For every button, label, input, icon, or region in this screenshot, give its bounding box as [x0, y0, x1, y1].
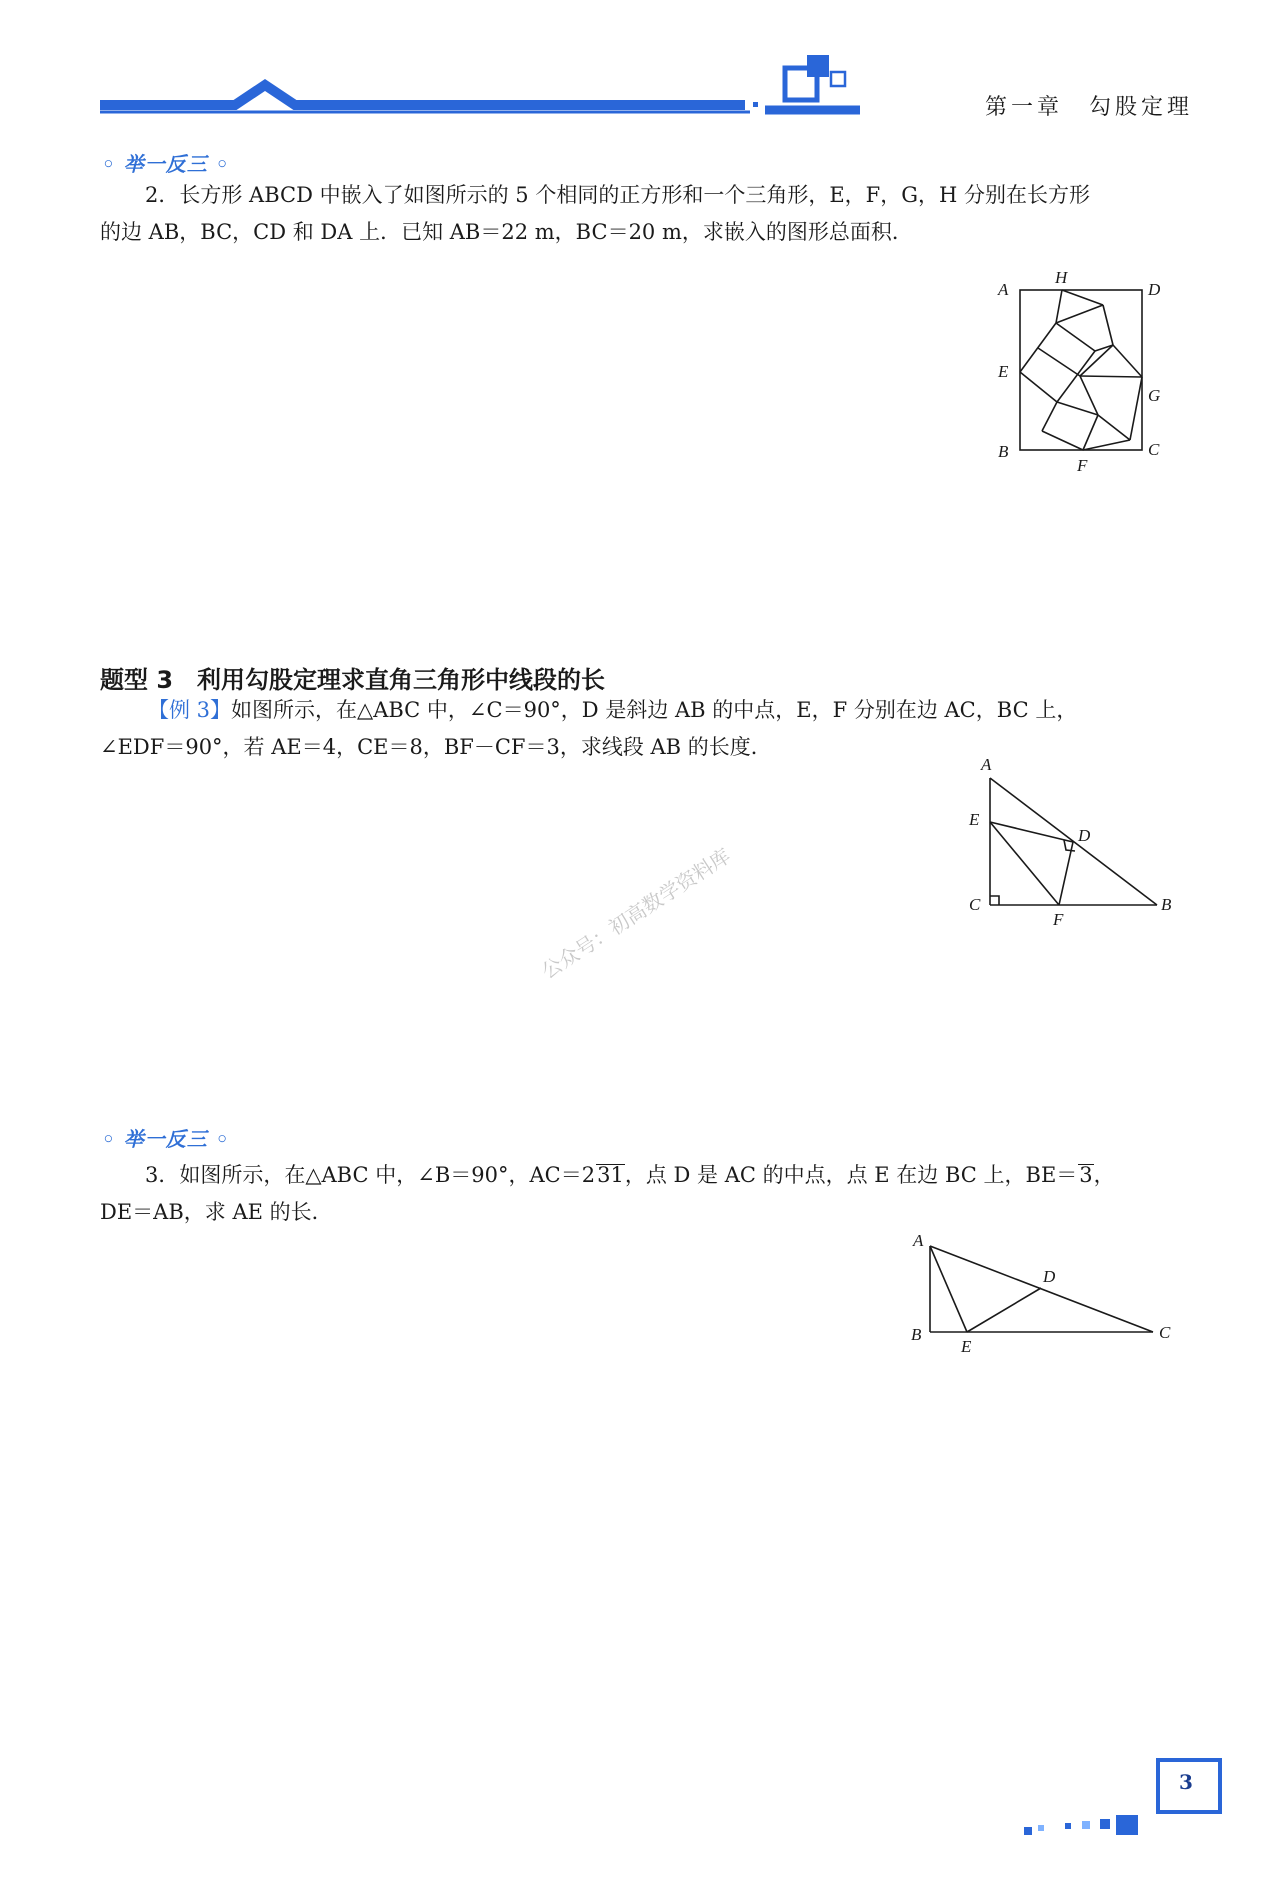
- sqrt-31: 31: [597, 1163, 624, 1187]
- problem3-figure: [905, 1228, 1185, 1358]
- embedded-squares: [1020, 290, 1142, 450]
- example3-text1: 如图所示，在△ABC 中，∠C＝90°，D 是斜边 AB 的中点，E，F 分别在边 AC，BC 上，: [231, 698, 1078, 722]
- label-D: D: [1078, 826, 1091, 845]
- example3-figure: [955, 750, 1180, 935]
- problem2-line1: 2．长方形 ABCD 中嵌入了如图所示的 5 个相同的正方形和一个三角形，E，F，G，H 分别在长方形: [145, 183, 1090, 207]
- label-F: F: [1053, 910, 1064, 929]
- label-A: A: [981, 755, 992, 774]
- label-C: C: [1148, 440, 1160, 459]
- label-B: B: [911, 1325, 922, 1344]
- label-C: C: [969, 895, 981, 914]
- label-E: E: [998, 362, 1009, 381]
- example-tag: 【例 3】: [148, 698, 232, 722]
- label-A: A: [913, 1231, 924, 1250]
- example3-line1: [148, 692, 1077, 729]
- label-E: E: [961, 1337, 972, 1356]
- header-decoration: [95, 50, 875, 120]
- problem3-text-a: 3．如图所示，在△ABC 中，∠B＝90°，AC＝2: [145, 1163, 596, 1187]
- chapter-title: 第一章 勾股定理: [985, 95, 1194, 120]
- section-title: 题型 3 利用勾股定理求直角三角形中线段的长: [100, 666, 606, 694]
- example3-line2: ∠EDF＝90°，若 AE＝4，CE＝8，BF－CF＝3，求线段 AB 的长度．: [100, 735, 772, 759]
- problem3-line1: [145, 1157, 1115, 1194]
- problem3-line2: DE＝AB，求 AE 的长．: [100, 1200, 333, 1224]
- label-E: E: [969, 810, 980, 829]
- watermark: 公众号：初高数学资料库: [537, 843, 735, 984]
- label-B: B: [1161, 895, 1172, 914]
- label-D: D: [1148, 280, 1161, 299]
- label-H: H: [1055, 268, 1068, 287]
- problem2-figure: [990, 265, 1180, 475]
- label-A: A: [998, 280, 1009, 299]
- label-B: B: [998, 442, 1009, 461]
- ju-yi-fan-san-label-2: ◦ 举一反三 ◦: [102, 1127, 230, 1151]
- label-G: G: [1148, 386, 1161, 405]
- label-F: F: [1077, 456, 1088, 475]
- sqrt-3: 3: [1079, 1163, 1093, 1187]
- label-D: D: [1043, 1267, 1056, 1286]
- problem3-text-b: ，点 D 是 AC 的中点，点 E 在边 BC 上，BE＝: [624, 1163, 1078, 1187]
- page-number: 3: [1179, 1770, 1193, 1794]
- problem2-line2: 的边 AB，BC，CD 和 DA 上．已知 AB＝22 m，BC＝20 m，求嵌入的图形总面积．: [100, 220, 913, 244]
- ju-yi-fan-san-label: ◦ 举一反三 ◦: [102, 152, 230, 176]
- problem3-text-c: ，: [1093, 1163, 1115, 1187]
- page-number-decoration: [1010, 1755, 1230, 1845]
- label-C: C: [1159, 1323, 1171, 1342]
